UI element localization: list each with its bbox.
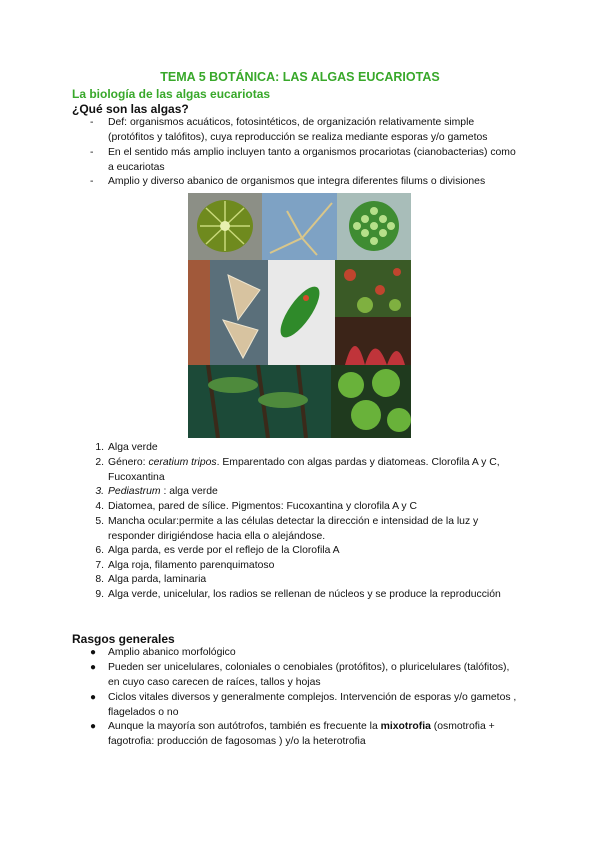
key-term: mixotrofia xyxy=(380,721,431,732)
list-item xyxy=(90,500,520,515)
item-number: 1. xyxy=(95,442,104,453)
item-text: Alga parda, laminaria xyxy=(108,574,207,585)
bullet-icon: ● xyxy=(90,721,97,732)
bullet-text-pre: Aunque la mayoría son autótrofos, también es frecuente la xyxy=(108,721,381,732)
item-number: 7. xyxy=(95,560,104,571)
page-title: TEMA 5 BOTÁNICA: LAS ALGAS EUCARIOTAS xyxy=(160,70,440,84)
list-item xyxy=(90,456,520,485)
item-number: 8. xyxy=(95,574,104,585)
item-text-post: : alga verde xyxy=(160,486,218,497)
algae-photo-4 xyxy=(188,260,268,365)
item-text: Diatomea, pared de sílice. Pigmentos: Fucoxantina y clorofila A y C xyxy=(108,501,417,512)
item-number: 5. xyxy=(95,516,104,527)
bullet-icon: ● xyxy=(90,662,97,673)
definition-text: Def: organismos acuáticos, fotosintéticos, de organización relativamente simple (protófitos y talófitos), cuya reproducción se realiza mediante esporas y/o gametos xyxy=(108,117,488,143)
dash-marker: - xyxy=(90,147,94,158)
definition-item xyxy=(90,146,520,175)
item-text: Alga parda, es verde por el reflejo de la Clorofila A xyxy=(108,545,340,556)
list-item xyxy=(90,515,520,544)
bullet-text: Amplio abanico morfológico xyxy=(108,647,236,658)
item-text-post: . Emparentado con algas pardas y diatomeas. Clorofila A y C, Fucoxantina xyxy=(108,457,500,483)
definition-item xyxy=(90,175,520,190)
algae-photo-2 xyxy=(262,193,337,260)
item-number: 2. xyxy=(95,457,104,468)
algae-photo-6 xyxy=(335,260,411,317)
algae-photo-9 xyxy=(331,365,411,438)
algae-photo-5 xyxy=(268,260,335,365)
item-text: Mancha ocular:permite a las células detectar la dirección e intensidad de la luz y responder dirigiéndose hacia ella o alejándose. xyxy=(108,516,479,542)
bullet-item xyxy=(90,691,520,720)
rasgos-heading: Rasgos generales xyxy=(72,632,175,646)
item-text xyxy=(108,456,520,485)
algae-photo-1 xyxy=(188,193,262,260)
bullet-text xyxy=(108,720,520,749)
algae-photo-8 xyxy=(188,365,331,438)
item-text: Alga verde, unicelular, los radios se rellenan de núcleos y se produce la reproducción xyxy=(108,589,501,600)
definition-item xyxy=(90,116,520,145)
bullet-item xyxy=(90,661,520,690)
algae-collage xyxy=(188,193,411,438)
dash-marker: - xyxy=(90,117,94,128)
item-number: 9. xyxy=(95,589,104,600)
item-text-pre: Género: xyxy=(108,457,149,468)
item-number: 3. xyxy=(95,486,104,497)
item-number: 6. xyxy=(95,545,104,556)
bullet-icon: ● xyxy=(90,647,97,658)
list-item xyxy=(90,573,520,588)
bullet-item xyxy=(90,646,520,661)
bullet-icon: ● xyxy=(90,692,97,703)
bullet-item xyxy=(90,720,520,749)
bullet-text: Ciclos vitales diversos y generalmente complejos. Intervención de esporas y/o gametos , flagelados o no xyxy=(108,692,517,718)
genus-name: Pediastrum xyxy=(108,486,161,497)
algae-photo-7 xyxy=(335,317,411,365)
list-item xyxy=(90,559,520,574)
section-subtitle: La biología de las algas eucariotas xyxy=(72,87,271,101)
bullet-text-post: (osmotrofia + fagotrofia: producción de fagosomas ) y/o la heterotrofia xyxy=(108,721,495,747)
dash-marker: - xyxy=(90,176,94,187)
definition-text: En el sentido más amplio incluyen tanto a organismos procariotas (cianobacterias) como a eucariotas xyxy=(108,147,516,173)
algae-photo-3 xyxy=(337,193,411,260)
list-item xyxy=(90,485,520,500)
genus-name: ceratium tripos xyxy=(148,457,217,468)
item-text: Alga verde xyxy=(108,442,158,453)
definition-text: Amplio y diverso abanico de organismos que integra diferentes filums o divisiones xyxy=(108,176,486,187)
bullet-text: Pueden ser unicelulares, coloniales o cenobiales (protófitos), o pluricelulares (talófitos), en cuyo caso carecen de raíces, tallos y hojas xyxy=(108,662,510,688)
list-item xyxy=(90,544,520,559)
question-heading: ¿Qué son las algas? xyxy=(72,102,189,116)
list-item xyxy=(90,588,520,603)
item-text: Alga roja, filamento parenquimatoso xyxy=(108,560,275,571)
item-number: 4. xyxy=(95,501,104,512)
list-item xyxy=(90,441,520,456)
item-text xyxy=(108,485,520,500)
